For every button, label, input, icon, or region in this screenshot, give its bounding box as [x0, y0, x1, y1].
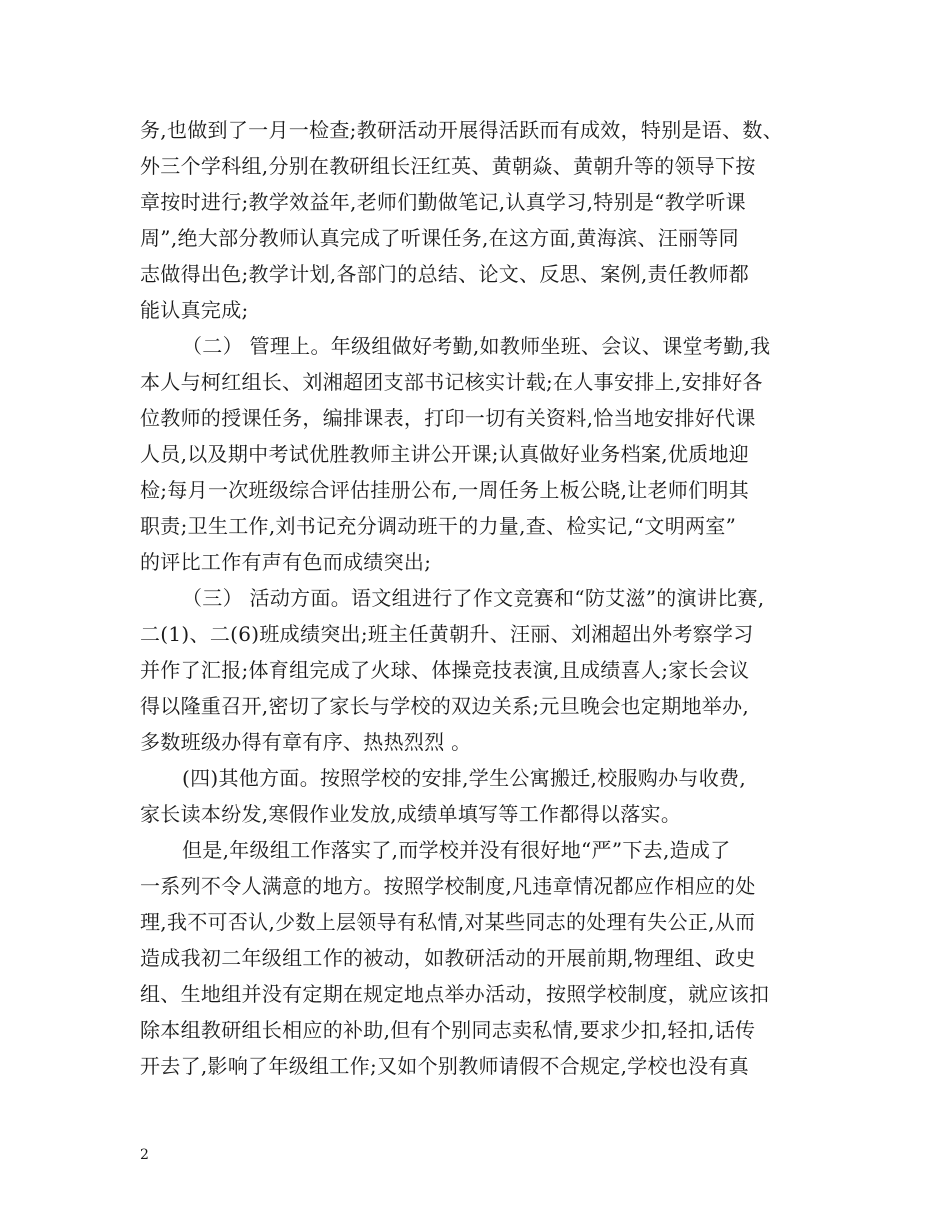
text-line: 除本组教研组长相应的补助,但有个别同志卖私情,要求少扣,轻扣,话传	[140, 1018, 756, 1042]
text-line: 本人与柯红组长、刘湘超团支部书记核实计载;在人事安排上,安排好各	[140, 370, 763, 394]
text-line: 务,也做到了一月一检查;教研活动开展得活跃而有成效，特别是语、数、	[140, 118, 783, 142]
text-line: 二(1)、二(6)班成绩突出;班主任黄朝升、汪丽、刘湘超出外考察学习	[140, 622, 754, 646]
document-body	[140, 112, 830, 1084]
text-line: 得以隆重召开,密切了家长与学校的双边关系;元旦晚会也定期地举办,	[140, 694, 750, 718]
text-line: 造成我初二年级组工作的被动，如教研活动的开展前期,物理组、政史	[140, 946, 756, 970]
text-line: 多数班级办得有章有序、热热烈烈 。	[140, 730, 472, 754]
paragraph-start-line: 但是,年级组工作落实了,而学校并没有很好地“严”下去,造成了	[182, 838, 731, 862]
paragraph-start-line: （二） 管理上。年级组做好考勤,如教师坐班、会议、课堂考勤,我	[182, 334, 771, 358]
text-line: 人员,以及期中考试优胜教师主讲公开课;认真做好业务档案,优质地迎	[140, 442, 750, 466]
text-line: 的评比工作有声有色而成绩突出;	[140, 550, 432, 574]
text-line: 周”,绝大部分教师认真完成了听课任务,在这方面,黄海滨、汪丽等同	[140, 226, 739, 250]
text-line: 理,我不可否认,少数上层领导有私情,对某些同志的处理有失公正,从而	[140, 910, 756, 934]
text-line: 一系列不令人满意的地方。按照学校制度,凡违章情况都应作相应的处	[140, 874, 756, 898]
text-line: 位教师的授课任务，编排课表，打印一切有关资料,恰当地安排好代课	[140, 406, 756, 430]
text-line: 并作了汇报;体育组完成了火球、体操竞技表演,且成绩喜人;家长会议	[140, 658, 750, 682]
paragraph-start-line: (四)其他方面。按照学校的安排,学生公寓搬迁,校服购办与收费,	[182, 766, 746, 790]
text-line: 能认真完成;	[140, 298, 249, 322]
text-line: 志做得出色;教学计划,各部门的总结、论文、反思、案例,责任教师都	[140, 262, 750, 286]
text-line: 组、生地组并没有定期在规定地点举办活动，按照学校制度，就应该扣	[140, 982, 770, 1006]
text-line: 职责;卫生工作,刘书记充分调动班干的力量,查、检实记,“文明两室”	[140, 514, 737, 538]
text-line: 家长读本纷发,寒假作业发放,成绩单填写等工作都得以落实。	[140, 802, 682, 826]
paragraph-start-line: （三） 活动方面。语文组进行了作文竞赛和“防艾滋”的演讲比赛,	[182, 586, 765, 610]
text-line: 检;每月一次班级综合评估挂册公布,一周任务上板公晓,让老师们明其	[140, 478, 750, 502]
page-number: 2	[140, 1147, 149, 1163]
text-line: 章按时进行;教学效益年,老师们勤做笔记,认真学习,特别是“教学听课	[140, 190, 746, 214]
text-line: 开去了,影响了年级组工作;又如个别教师请假不合规定,学校也没有真	[140, 1054, 750, 1078]
text-line: 外三个学科组,分别在教研组长汪红英、黄朝焱、黄朝升等的领导下按	[140, 154, 756, 178]
